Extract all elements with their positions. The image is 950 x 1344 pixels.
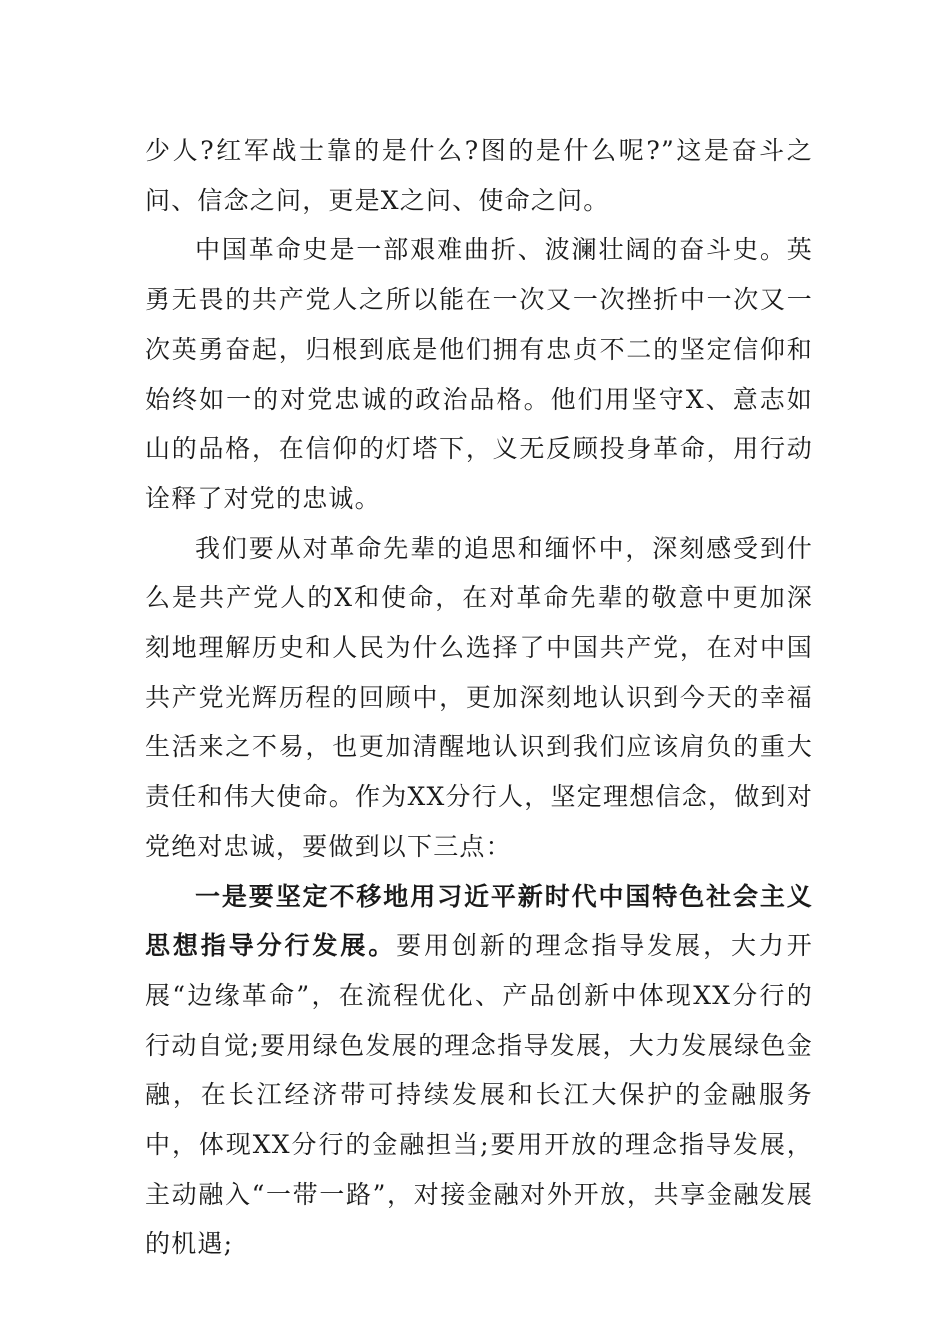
document-body [145,126,813,1269]
paragraph-lead-heading: 一是要坚定不移地用习近平新时代中国特色社会主义思想指导分行发展。 [145,881,813,961]
paragraph-text: 我们要从对革命先辈的追思和缅怀中，深刻感受到什么是共产党人的X和使命，在对革命先辈的敬意中更加深刻地理解历史和人民为什么选择了中国共产党，在对中国共产党光辉历程的回顾中，更加深刻地认识到今天的幸福生活来之不易，也更加清醒地认识到我们应该肩负的重大责任和伟大使命。作为XX分行人，坚定理想信念，做到对党绝对忠诚，要做到以下三点： [145,533,813,861]
paragraph-continuation [145,126,813,225]
paragraph-text: 中国革命史是一部艰难曲折、波澜壮阔的奋斗史。英勇无畏的共产党人之所以能在一次又一次挫折中一次又一次英勇奋起，归根到底是他们拥有忠贞不二的坚定信仰和始终如一的对党忠诚的政治品格。他们用坚守X、意志如山的品格，在信仰的灯塔下，义无反顾投身革命，用行动诠释了对党的忠诚。 [145,235,813,513]
paragraph-remembrance [145,524,813,872]
paragraph-revolution-history [145,225,813,523]
paragraph-text: 少人?红军战士靠的是什么?图的是什么呢?”这是奋斗之问、信念之问，更是X之问、使命之问。 [145,136,813,215]
paragraph-point-one [145,872,813,1270]
paragraph-text: 要用创新的理念指导发展，大力开展“边缘革命”，在流程优化、产品创新中体现XX分行的行动自觉;要用绿色发展的理念指导发展，大力发展绿色金融，在长江经济带可持续发展和长江大保护的金融服务中，体现XX分行的金融担当;要用开放的理念指导发展，主动融入“一带一路”，对接金融对外开放，共享金融发展的机遇; [145,931,813,1259]
